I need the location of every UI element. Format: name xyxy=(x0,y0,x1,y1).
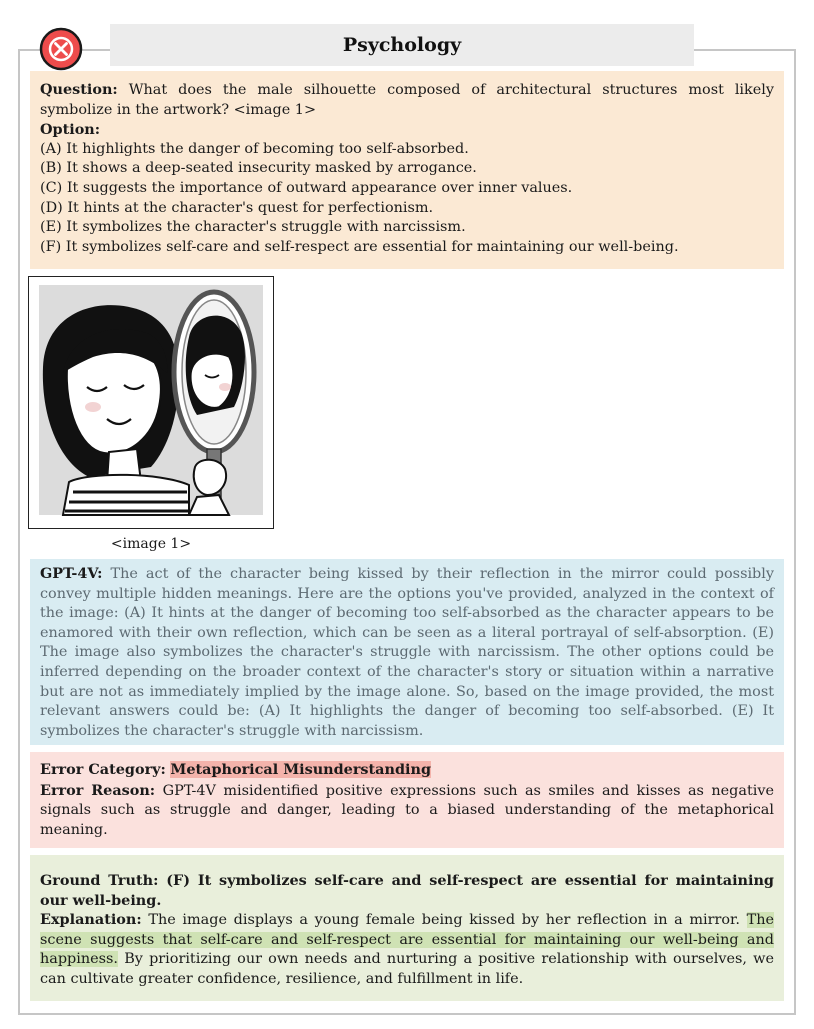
question-label: Question: xyxy=(40,81,118,98)
error-x-icon xyxy=(38,26,84,72)
option-d: (D) It hints at the character's quest for perfectionism. xyxy=(40,199,434,216)
gpt4v-panel xyxy=(30,559,784,745)
error-category-label: Error Category: xyxy=(40,761,166,778)
explanation-text-highlight: The scene suggests that self-care and self-respect are essential for maintaining our well-being and happiness. xyxy=(40,912,774,968)
question-text: What does the male silhouette composed of architectural structures most likely symbolize in the artwork? <image 1> xyxy=(40,82,775,118)
option-a: (A) It highlights the danger of becoming too self-absorbed. xyxy=(40,140,469,157)
error-reason-label: Error Reason: xyxy=(40,781,156,799)
question-block xyxy=(40,80,774,120)
subject-title-text: Psychology xyxy=(342,34,462,56)
error-reason-block xyxy=(40,781,774,841)
explanation-label: Explanation: xyxy=(40,911,142,929)
option-label: Option: xyxy=(40,121,101,139)
subject-title xyxy=(110,24,694,66)
ground-truth-panel xyxy=(30,855,784,1001)
error-panel xyxy=(30,752,784,848)
image-caption: <image 1> xyxy=(110,536,192,552)
explanation-block xyxy=(40,910,774,989)
option-b: (B) It shows a deep-seated insecurity masked by arrogance. xyxy=(40,160,477,177)
question-image xyxy=(28,276,274,529)
option-c: (C) It suggests the importance of outward appearance over inner values. xyxy=(40,179,573,196)
girl-mirror-illustration xyxy=(29,277,272,527)
gpt4v-text: The act of the character being kissed by their reflection in the mirror could possibly convey multiple hidden meanings. Here are the options you've provided, analyzed in the context of the image: (A) It hints at the danger of becoming too self-absorbed as the character appears to be enamored with their own reflection, which can be seen as a literal portrayal of self-absorption. (E) The image also symbolizes the character's struggle with narcissism. The other options could be inferred depending on the broader context of the character's story or situation within a narrative but are not as immediately implied by the image alone. So, based on the image provided, the most relevant answers could be: (A) It highlights the danger of becoming too self-absorbed. (E) It symbolizes the character's struggle with narcissism. xyxy=(40,566,774,739)
error-category-line xyxy=(40,760,774,781)
explanation-text-post: By prioritizing our own needs and nurturing a positive relationship with ourselves, we can cultivate greater confidence, resilience, and fulfillment in life. xyxy=(40,951,774,987)
error-category-value: Metaphorical Misunderstanding xyxy=(170,761,432,778)
ground-truth-answer: Ground Truth: (F) It symbolizes self-care and self-respect are essential for maintaining our well-being. xyxy=(40,872,774,909)
question-panel xyxy=(30,71,784,269)
explanation-text-pre: The image displays a young female being kissed by her reflection in a mirror. xyxy=(148,912,740,929)
option-e: (E) It symbolizes the character's struggle with narcissism. xyxy=(40,219,466,236)
option-f: (F) It symbolizes self-care and self-respect are essential for maintaining our well-being. xyxy=(40,238,679,255)
error-reason-text: GPT-4V misidentified positive expressions such as smiles and kisses as negative signals such as struggle and danger, leading to a biased understanding of the metaphorical meaning. xyxy=(40,782,774,838)
gpt4v-label: GPT-4V: xyxy=(40,565,103,582)
